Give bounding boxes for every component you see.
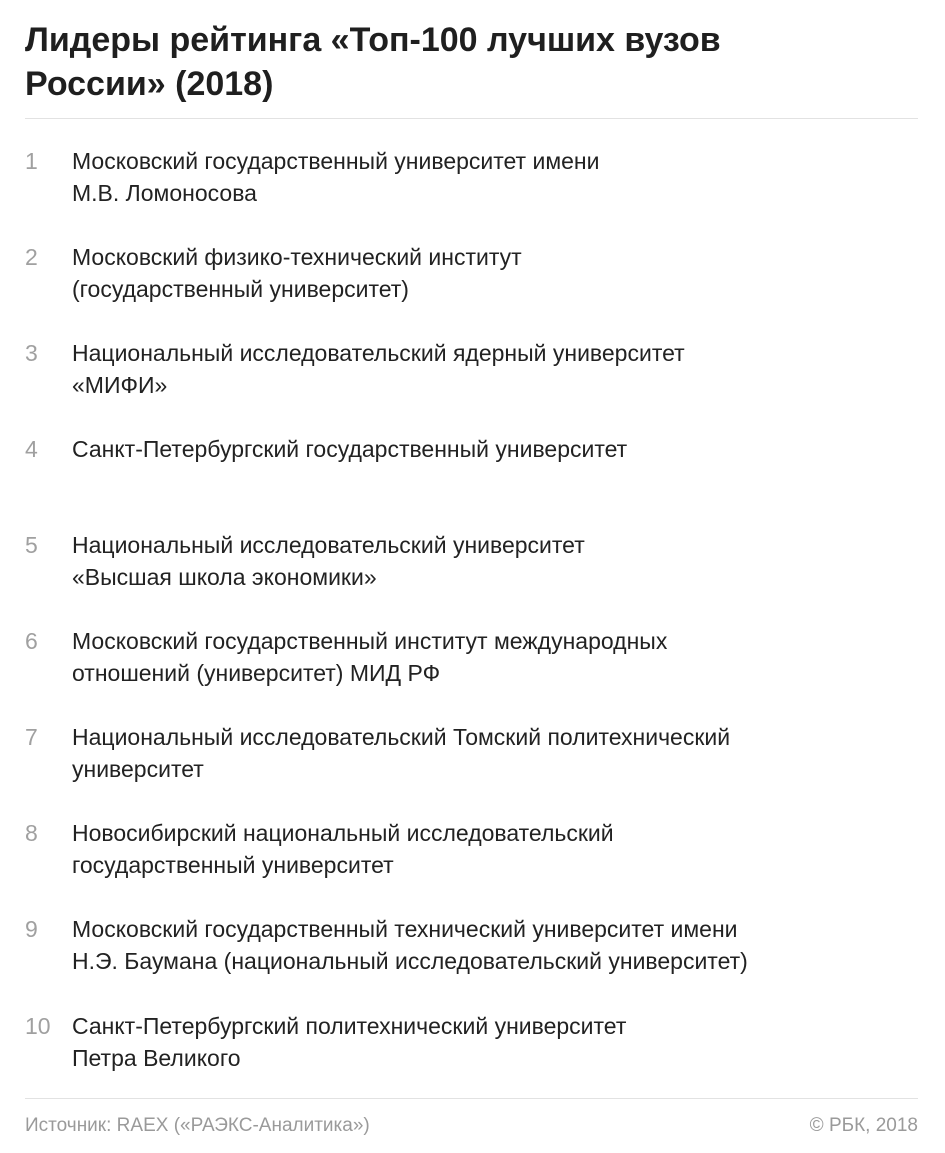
footer-divider	[25, 1098, 918, 1099]
university-name: Московский государственный технический университет имени Н.Э. Баумана (национальный исследовательский университет)	[72, 916, 748, 974]
university-name: Новосибирский национальный исследовательский государственный университет	[72, 820, 614, 878]
university-name: Санкт-Петербургский государственный университет	[72, 436, 628, 462]
university-name: Московский государственный университет имени М.В. Ломоносова	[72, 148, 600, 206]
rank-number: 4	[25, 436, 38, 462]
rank-number: 2	[25, 244, 38, 270]
rank-number: 3	[25, 340, 38, 366]
copyright-note: © РБК, 2018	[809, 1115, 918, 1136]
rank-number: 8	[25, 820, 38, 846]
university-name: Московский государственный институт международных отношений (университет) МИД РФ	[72, 628, 668, 686]
university-name: Национальный исследовательский университет «Высшая школа экономики»	[72, 532, 585, 590]
rank-number: 6	[25, 628, 38, 654]
source-note: Источник: RAEX («РАЭКС-Аналитика»)	[25, 1115, 370, 1136]
university-name: Санкт-Петербургский политехнический университет Петра Великого	[72, 1013, 627, 1071]
university-name: Национальный исследовательский ядерный университет «МИФИ»	[72, 340, 685, 398]
page-title: Лидеры рейтинга «Топ-100 лучших вузов России» (2018)	[25, 21, 721, 103]
rank-number: 10	[25, 1013, 51, 1039]
rank-number: 7	[25, 724, 38, 750]
university-name: Московский физико-технический институт (государственный университет)	[72, 244, 522, 302]
rank-number: 5	[25, 532, 38, 558]
rank-number: 1	[25, 148, 38, 174]
university-name: Национальный исследовательский Томский политехнический университет	[72, 724, 731, 782]
rank-number: 9	[25, 916, 38, 942]
